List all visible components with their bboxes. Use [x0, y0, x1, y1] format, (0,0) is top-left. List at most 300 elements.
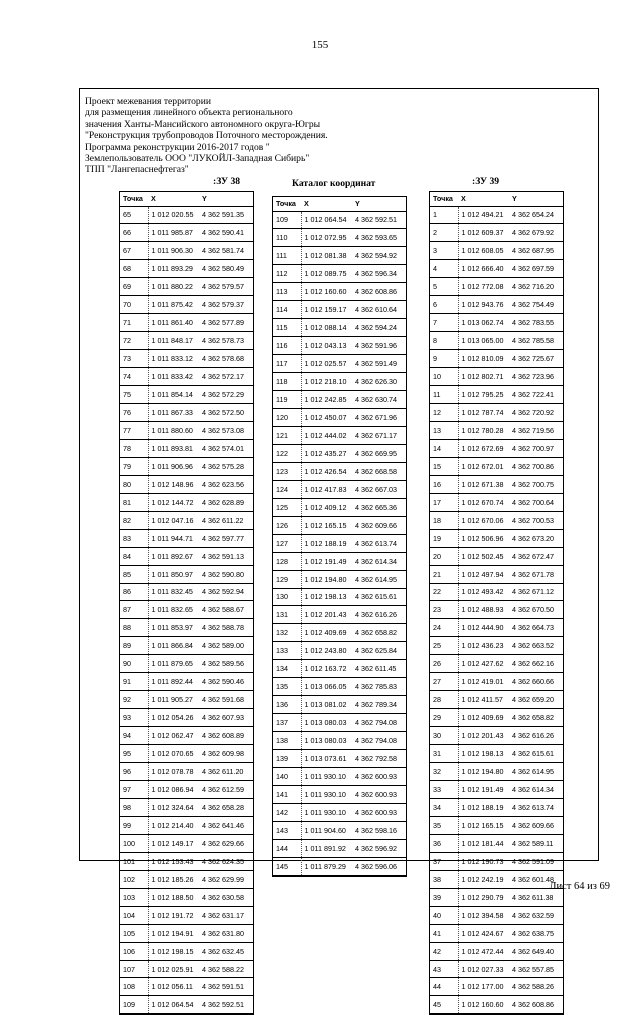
table-row — [430, 852, 563, 870]
point-cell: 15 — [430, 457, 458, 475]
table-row — [273, 444, 406, 462]
x-cell: 1 012 436.23 — [461, 641, 504, 651]
y-cell: 4 362 720.92 — [512, 407, 554, 417]
x-cell: 1 012 088.14 — [304, 323, 347, 333]
table-row — [430, 924, 563, 942]
y-cell: 4 362 700.64 — [512, 497, 554, 507]
y-cell: 4 362 614.95 — [512, 767, 554, 777]
table-row — [430, 206, 563, 224]
x-cell: 1 012 047.16 — [151, 515, 194, 525]
table-row — [430, 727, 563, 745]
point-cell: 122 — [273, 444, 301, 462]
point-cell: 102 — [120, 870, 148, 888]
x-cell: 1 012 181.44 — [461, 838, 504, 848]
point-cell: 81 — [120, 493, 148, 511]
y-cell: 4 362 665.36 — [355, 502, 397, 512]
table-row — [430, 601, 563, 619]
y-cell: 4 362 783.55 — [512, 318, 554, 328]
point-cell: 24 — [430, 619, 458, 637]
table-row — [273, 803, 406, 821]
y-cell: 4 362 592.51 — [355, 215, 397, 225]
y-cell: 4 362 612.59 — [202, 784, 244, 794]
y-cell: 4 362 557.85 — [512, 964, 554, 974]
x-cell: 1 012 409.69 — [304, 628, 347, 638]
x-cell: 1 012 608.05 — [461, 246, 504, 256]
table-row — [120, 942, 253, 960]
table-row — [120, 511, 253, 529]
y-cell: 4 362 615.61 — [355, 592, 397, 602]
point-cell: 91 — [120, 673, 148, 691]
point-cell: 67 — [120, 242, 148, 260]
table-row — [120, 673, 253, 691]
y-cell: 4 362 591.68 — [202, 695, 244, 705]
y-cell: 4 362 591.49 — [355, 359, 397, 369]
x-cell: 1 011 833.42 — [151, 372, 193, 382]
point-cell: 106 — [120, 942, 148, 960]
x-cell: 1 012 027.33 — [461, 964, 504, 974]
x-cell: 1 012 670.74 — [461, 497, 504, 507]
y-cell: 4 362 638.75 — [512, 928, 554, 938]
y-cell: 4 362 573.08 — [202, 425, 244, 435]
x-cell: 1 012 188.19 — [304, 538, 347, 548]
y-cell: 4 362 700.53 — [512, 515, 554, 525]
y-cell: 4 362 632.59 — [512, 910, 554, 920]
x-cell: 1 012 191.49 — [304, 556, 347, 566]
point-cell: 22 — [430, 583, 458, 601]
point-cell: 87 — [120, 601, 148, 619]
x-cell: 1 012 444.02 — [304, 430, 347, 440]
y-cell: 4 362 601.48 — [512, 874, 554, 884]
x-cell: 1 012 772.08 — [461, 282, 504, 292]
x-cell: 1 011 854.14 — [151, 390, 193, 399]
y-cell: 4 362 664.73 — [512, 623, 554, 633]
y-cell: 4 362 671.78 — [512, 569, 554, 579]
x-cell: 1 012 943.76 — [461, 300, 504, 310]
y-cell: 4 362 611.38 — [512, 892, 554, 902]
y-cell: 4 362 658.28 — [202, 802, 244, 812]
point-cell: 93 — [120, 709, 148, 727]
table-row — [273, 857, 406, 875]
point-cell: 116 — [273, 337, 301, 355]
table-row — [273, 642, 406, 660]
point-cell: 76 — [120, 403, 148, 421]
x-cell: 1 012 089.75 — [304, 269, 347, 279]
x-cell: 1 012 198.15 — [151, 946, 194, 956]
x-cell: 1 012 153.43 — [151, 856, 194, 866]
y-cell: 4 362 624.35 — [202, 856, 244, 866]
y-cell: 4 362 792.58 — [355, 754, 397, 764]
x-cell: 1 012 198.13 — [304, 592, 347, 602]
x-cell: 1 011 891.92 — [304, 843, 346, 853]
y-cell: 4 362 716.20 — [512, 282, 554, 292]
table-row — [273, 355, 406, 373]
x-cell: 1 011 832.65 — [151, 605, 193, 615]
point-cell: 132 — [273, 624, 301, 642]
column-header-point: Точка — [276, 199, 296, 209]
column-header-y: Y — [202, 194, 207, 204]
point-cell: 1 — [430, 206, 458, 224]
x-cell: 1 012 666.40 — [461, 264, 504, 274]
x-cell: 1 012 165.15 — [461, 820, 504, 830]
x-cell: 1 012 214.40 — [151, 820, 194, 830]
y-cell: 4 362 590.46 — [202, 677, 244, 687]
table-row — [273, 839, 406, 857]
x-cell: 1 012 190.73 — [461, 856, 504, 866]
table-row — [430, 745, 563, 763]
y-cell: 4 362 629.99 — [202, 874, 244, 884]
table-header-row — [430, 192, 563, 206]
table-header-row — [273, 197, 406, 211]
y-cell: 4 362 572.29 — [202, 390, 244, 399]
point-cell: 36 — [430, 834, 458, 852]
x-cell: 1 012 072.95 — [304, 233, 347, 243]
table-row — [120, 816, 253, 834]
y-cell: 4 362 670.50 — [512, 605, 554, 615]
x-cell: 1 013 066.05 — [304, 682, 347, 692]
y-cell: 4 362 611.45 — [355, 664, 397, 674]
x-cell: 1 012 201.43 — [304, 610, 347, 620]
table-row — [120, 457, 253, 475]
x-cell: 1 011 848.17 — [151, 336, 193, 346]
point-cell: 88 — [120, 619, 148, 637]
y-cell: 4 362 588.67 — [202, 605, 244, 615]
y-cell: 4 362 591.35 — [202, 210, 244, 220]
column-header-x: X — [461, 194, 466, 204]
y-cell: 4 362 723.96 — [512, 372, 554, 382]
header-line: Проект межевания территории — [85, 96, 211, 107]
y-cell: 4 362 628.89 — [202, 497, 244, 507]
table-row — [430, 529, 563, 547]
table-row — [430, 978, 563, 996]
x-cell: 1 011 832.45 — [151, 587, 193, 597]
y-cell: 4 362 614.95 — [355, 574, 397, 584]
y-cell: 4 362 725.67 — [512, 354, 554, 364]
table-row — [120, 781, 253, 799]
x-cell: 1 012 194.80 — [461, 767, 504, 777]
table-row — [430, 475, 563, 493]
y-cell: 4 362 600.93 — [355, 772, 397, 782]
y-cell: 4 362 719.56 — [512, 425, 554, 435]
point-cell: 86 — [120, 583, 148, 601]
table-row — [273, 462, 406, 480]
table-row — [120, 727, 253, 745]
point-cell: 37 — [430, 852, 458, 870]
point-cell: 134 — [273, 660, 301, 678]
x-cell: 1 013 073.61 — [304, 754, 347, 764]
x-cell: 1 011 892.67 — [151, 551, 193, 561]
table-row — [273, 552, 406, 570]
x-cell: 1 012 672.69 — [461, 443, 504, 453]
x-cell: 1 012 426.54 — [304, 466, 347, 476]
point-cell: 109 — [120, 996, 148, 1014]
table-row — [430, 906, 563, 924]
point-cell: 82 — [120, 511, 148, 529]
point-cell: 66 — [120, 224, 148, 242]
table-row — [120, 691, 253, 709]
x-cell: 1 012 444.90 — [461, 623, 504, 633]
y-cell: 4 362 658.82 — [355, 628, 397, 638]
point-cell: 21 — [430, 565, 458, 583]
y-cell: 4 362 789.34 — [355, 700, 397, 710]
point-cell: 128 — [273, 552, 301, 570]
table-row — [120, 906, 253, 924]
table-row — [120, 637, 253, 655]
point-cell: 120 — [273, 408, 301, 426]
table-row — [430, 242, 563, 260]
column-header-x: X — [151, 194, 156, 204]
table-row — [273, 301, 406, 319]
y-cell: 4 362 574.01 — [202, 443, 244, 453]
point-cell: 39 — [430, 888, 458, 906]
point-cell: 35 — [430, 816, 458, 834]
table-row — [273, 373, 406, 391]
table-row — [430, 296, 563, 314]
x-cell: 1 012 424.67 — [461, 928, 504, 938]
y-cell: 4 362 613.74 — [512, 802, 554, 812]
y-cell: 4 362 589.00 — [202, 641, 244, 651]
x-cell: 1 012 144.72 — [151, 497, 194, 507]
point-cell: 72 — [120, 332, 148, 350]
point-cell: 130 — [273, 588, 301, 606]
table-row — [120, 745, 253, 763]
point-cell: 9 — [430, 350, 458, 368]
x-cell: 1 012 795.25 — [461, 390, 504, 399]
y-cell: 4 362 592.94 — [202, 587, 244, 597]
table-row — [120, 960, 253, 978]
point-cell: 16 — [430, 475, 458, 493]
y-cell: 4 362 662.16 — [512, 659, 554, 669]
y-cell: 4 362 588.26 — [512, 982, 554, 992]
point-cell: 13 — [430, 421, 458, 439]
table-row — [273, 265, 406, 283]
table-row — [120, 834, 253, 852]
y-cell: 4 362 613.74 — [355, 538, 397, 548]
point-cell: 14 — [430, 439, 458, 457]
y-cell: 4 362 594.92 — [355, 251, 397, 261]
y-cell: 4 362 631.80 — [202, 928, 244, 938]
header-line: для размещения линейного объекта регионального — [85, 107, 293, 119]
point-cell: 74 — [120, 368, 148, 386]
x-cell: 1 012 670.06 — [461, 515, 504, 525]
y-cell: 4 362 609.66 — [512, 820, 554, 830]
x-cell: 1 012 064.54 — [304, 215, 347, 225]
y-cell: 4 362 588.78 — [202, 623, 244, 633]
x-cell: 1 012 502.45 — [461, 551, 504, 561]
table-row — [430, 781, 563, 799]
point-cell: 131 — [273, 606, 301, 624]
column-header-point: Точка — [123, 194, 143, 204]
table-row — [273, 821, 406, 839]
y-cell: 4 362 630.58 — [202, 892, 244, 902]
point-cell: 42 — [430, 942, 458, 960]
y-cell: 4 362 578.68 — [202, 354, 244, 364]
point-cell: 129 — [273, 570, 301, 588]
point-cell: 19 — [430, 529, 458, 547]
x-cell: 1 013 081.02 — [304, 700, 347, 710]
table-row — [430, 673, 563, 691]
y-cell: 4 362 671.17 — [355, 430, 397, 440]
x-cell: 1 011 875.42 — [151, 300, 193, 310]
x-cell: 1 011 930.10 — [304, 789, 346, 799]
point-cell: 44 — [430, 978, 458, 996]
table-row — [430, 368, 563, 386]
table-row — [120, 296, 253, 314]
y-cell: 4 362 600.93 — [355, 807, 397, 817]
table-row — [120, 709, 253, 727]
x-cell: 1 011 879.65 — [151, 659, 193, 669]
x-cell: 1 012 054.26 — [151, 713, 194, 723]
y-cell: 4 362 669.95 — [355, 448, 397, 458]
table-row — [273, 319, 406, 337]
x-cell: 1 011 853.97 — [151, 623, 193, 633]
project-header — [85, 96, 328, 176]
x-cell: 1 012 497.94 — [461, 569, 504, 579]
x-cell: 1 012 411.57 — [461, 695, 503, 705]
table-row — [273, 714, 406, 732]
point-cell: 117 — [273, 355, 301, 373]
header-line: значения Ханты-Мансийского автономного округа-Югры — [85, 118, 321, 130]
point-cell: 114 — [273, 301, 301, 319]
point-cell: 2 — [430, 224, 458, 242]
x-cell: 1 012 149.17 — [151, 838, 194, 848]
y-cell: 4 362 579.57 — [202, 282, 244, 292]
point-cell: 32 — [430, 763, 458, 781]
table-row — [430, 386, 563, 404]
point-cell: 138 — [273, 732, 301, 750]
x-cell: 1 012 086.94 — [151, 784, 194, 794]
point-cell: 78 — [120, 439, 148, 457]
point-cell: 11 — [430, 386, 458, 404]
point-cell: 30 — [430, 727, 458, 745]
y-cell: 4 362 577.89 — [202, 318, 244, 328]
point-cell: 45 — [430, 996, 458, 1014]
table-row — [430, 493, 563, 511]
x-cell: 1 012 025.91 — [151, 964, 194, 974]
parcel-label-right: :ЗУ 39 — [472, 176, 500, 187]
y-cell: 4 362 608.89 — [202, 731, 244, 741]
table-row — [430, 547, 563, 565]
x-cell: 1 012 506.96 — [461, 533, 504, 543]
point-cell: 80 — [120, 475, 148, 493]
table-row — [430, 314, 563, 332]
x-cell: 1 012 163.72 — [304, 664, 347, 674]
table-row — [120, 493, 253, 511]
y-cell: 4 362 572.17 — [202, 372, 244, 382]
table-row — [273, 624, 406, 642]
x-cell: 1 012 070.65 — [151, 749, 194, 759]
point-cell: 41 — [430, 924, 458, 942]
table-row — [120, 763, 253, 781]
y-cell: 4 362 588.22 — [202, 964, 244, 974]
x-cell: 1 012 394.58 — [461, 910, 504, 920]
point-cell: 118 — [273, 373, 301, 391]
x-cell: 1 011 893.81 — [151, 443, 193, 453]
point-cell: 7 — [430, 314, 458, 332]
table-row — [120, 619, 253, 637]
table-row — [120, 852, 253, 870]
y-cell: 4 362 614.34 — [355, 556, 397, 566]
x-cell: 1 011 880.60 — [151, 425, 193, 435]
y-cell: 4 362 589.11 — [512, 838, 554, 848]
table-row — [430, 960, 563, 978]
x-cell: 1 012 810.09 — [461, 354, 504, 364]
table-row — [120, 870, 253, 888]
y-cell: 4 362 593.65 — [355, 233, 397, 243]
table-row — [430, 996, 563, 1014]
y-cell: 4 362 754.49 — [512, 300, 554, 310]
y-cell: 4 362 700.75 — [512, 479, 554, 489]
table-row — [430, 655, 563, 673]
table-row — [273, 768, 406, 786]
x-cell: 1 012 020.55 — [151, 210, 194, 220]
point-cell: 137 — [273, 714, 301, 732]
y-cell: 4 362 609.66 — [355, 520, 397, 530]
y-cell: 4 362 578.73 — [202, 336, 244, 346]
x-cell: 1 012 450.07 — [304, 412, 347, 422]
x-cell: 1 011 893.29 — [151, 264, 193, 274]
y-cell: 4 362 687.95 — [512, 246, 554, 256]
y-cell: 4 362 631.17 — [202, 910, 244, 920]
y-cell: 4 362 579.37 — [202, 300, 244, 310]
point-cell: 26 — [430, 655, 458, 673]
point-cell: 4 — [430, 260, 458, 278]
point-cell: 140 — [273, 768, 301, 786]
table-row — [273, 750, 406, 768]
table-row — [273, 408, 406, 426]
x-cell: 1 011 906.30 — [151, 246, 193, 256]
y-cell: 4 362 589.56 — [202, 659, 244, 669]
y-cell: 4 362 594.24 — [355, 323, 397, 333]
point-cell: 144 — [273, 839, 301, 857]
x-cell: 1 012 062.47 — [151, 731, 194, 741]
y-cell: 4 362 596.34 — [355, 269, 397, 279]
y-cell: 4 362 667.03 — [355, 484, 397, 494]
y-cell: 4 362 591.09 — [512, 856, 554, 866]
point-cell: 10 — [430, 368, 458, 386]
y-cell: 4 362 623.56 — [202, 479, 244, 489]
point-cell: 145 — [273, 857, 301, 875]
x-cell: 1 012 191.49 — [461, 784, 504, 794]
y-cell: 4 362 611.20 — [202, 767, 244, 777]
table-row — [273, 606, 406, 624]
point-cell: 94 — [120, 727, 148, 745]
y-cell: 4 362 641.46 — [202, 820, 244, 830]
x-cell: 1 011 867.33 — [151, 407, 193, 417]
point-cell: 105 — [120, 924, 148, 942]
x-cell: 1 012 242.19 — [461, 874, 504, 884]
header-line: ТПП "Лангепаснефтегаз" — [85, 164, 189, 176]
table-row — [430, 565, 563, 583]
point-cell: 38 — [430, 870, 458, 888]
x-cell: 1 012 435.27 — [304, 448, 347, 458]
x-cell: 1 012 177.00 — [461, 982, 504, 992]
y-cell: 4 362 598.16 — [355, 825, 397, 835]
x-cell: 1 012 409.69 — [461, 713, 504, 723]
y-cell: 4 362 575.28 — [202, 461, 244, 471]
table-row — [430, 421, 563, 439]
x-cell: 1 011 850.97 — [151, 569, 193, 579]
point-cell: 111 — [273, 247, 301, 265]
table-row — [430, 457, 563, 475]
table-row — [120, 403, 253, 421]
table-row — [430, 260, 563, 278]
table-row — [430, 709, 563, 727]
y-cell: 4 362 794.08 — [355, 736, 397, 746]
table-row — [273, 588, 406, 606]
table-row — [430, 870, 563, 888]
y-cell: 4 362 679.92 — [512, 228, 554, 238]
table-row — [273, 391, 406, 409]
